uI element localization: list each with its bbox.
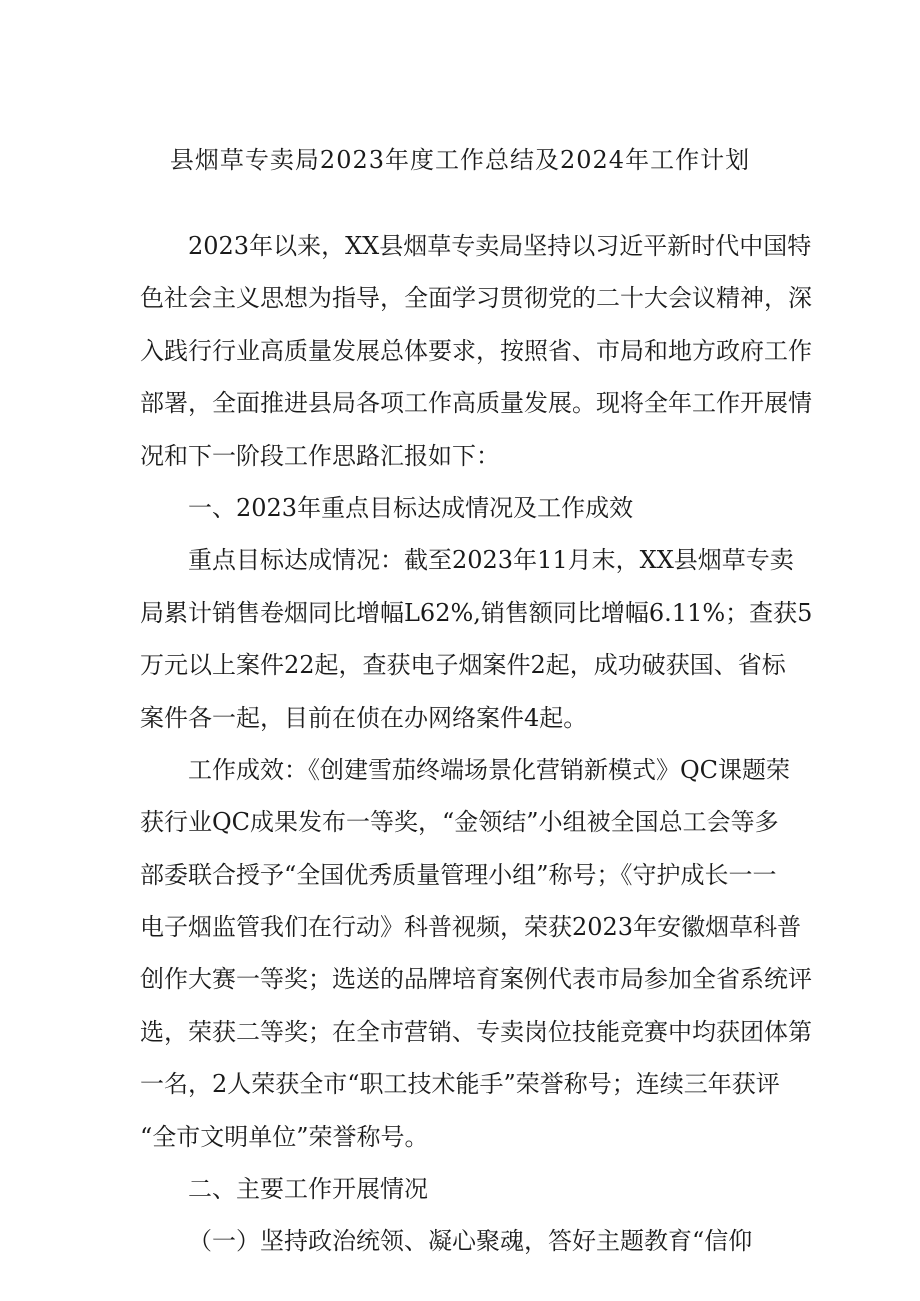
text-line: 况和下一阶段工作思路汇报如下：	[140, 441, 500, 470]
text-line: 案件各一起，目前在侦在办网络案件4起。	[140, 703, 588, 732]
document-title: 县烟草专卖局2023年度工作总结及2024年工作计划	[169, 146, 751, 174]
text-line: 万元以上案件22起，查获电子烟案件2起，成功破获国、省标	[140, 651, 786, 680]
text-line: 色社会主义思想为指导，全面学习贯彻党的二十大会议精神，深	[140, 284, 812, 313]
paragraph-intro	[140, 220, 812, 482]
text-line: 获行业QC成果发布一等奖，“金领结”小组被全国总工会等多	[140, 808, 779, 837]
text-line: 部委联合授予“全国优秀质量管理小组”称号；《守护成长一一	[140, 860, 777, 889]
document-body	[140, 220, 813, 1268]
section-heading	[140, 1163, 790, 1215]
paragraph-achievements	[140, 744, 812, 1163]
text-line: 一名，2人荣获全市“职工技术能手”荣誉称号；连续三年获评	[140, 1070, 780, 1099]
text-line: （一）坚持政治统领、凝心聚魂，答好主题教育“信仰	[188, 1227, 753, 1256]
text-line: 选，荣获二等奖；在全市营销、专卖岗位技能竞赛中均获团体第	[140, 1017, 812, 1046]
text-line: 一、2023年重点目标达成情况及工作成效	[188, 493, 634, 522]
text-line: 部署，全面推进县局各项工作高质量发展。现将全年工作开展情	[140, 389, 812, 418]
text-line: 2023年以来，XX县烟草专卖局坚持以习近平新时代中国特	[188, 232, 812, 260]
paragraph-key-targets	[140, 534, 813, 744]
text-line: 入践行行业高质量发展总体要求，按照省、市局和地方政府工作	[140, 336, 812, 365]
text-line: 工作成效：《创建雪茄终端场景化营销新模式》QC课题荣	[188, 755, 791, 784]
section-heading	[140, 482, 790, 534]
text-line: 局累计销售卷烟同比增幅L62%,销售额同比增幅6.11%；查获5	[140, 598, 813, 627]
text-line: “全市文明单位”荣誉称号。	[140, 1122, 429, 1151]
text-line: 创作大赛一等奖；选送的品牌培育案例代表市局参加全省系统评	[140, 965, 812, 994]
subsection-heading	[140, 1215, 790, 1267]
text-line: 重点目标达成情况：截至2023年11月末，XX县烟草专卖	[188, 546, 794, 575]
text-line: 二、主要工作开展情况	[188, 1175, 428, 1204]
text-line: 电子烟监管我们在行动》科普视频，荣获2023年安徽烟草科普	[140, 913, 802, 942]
